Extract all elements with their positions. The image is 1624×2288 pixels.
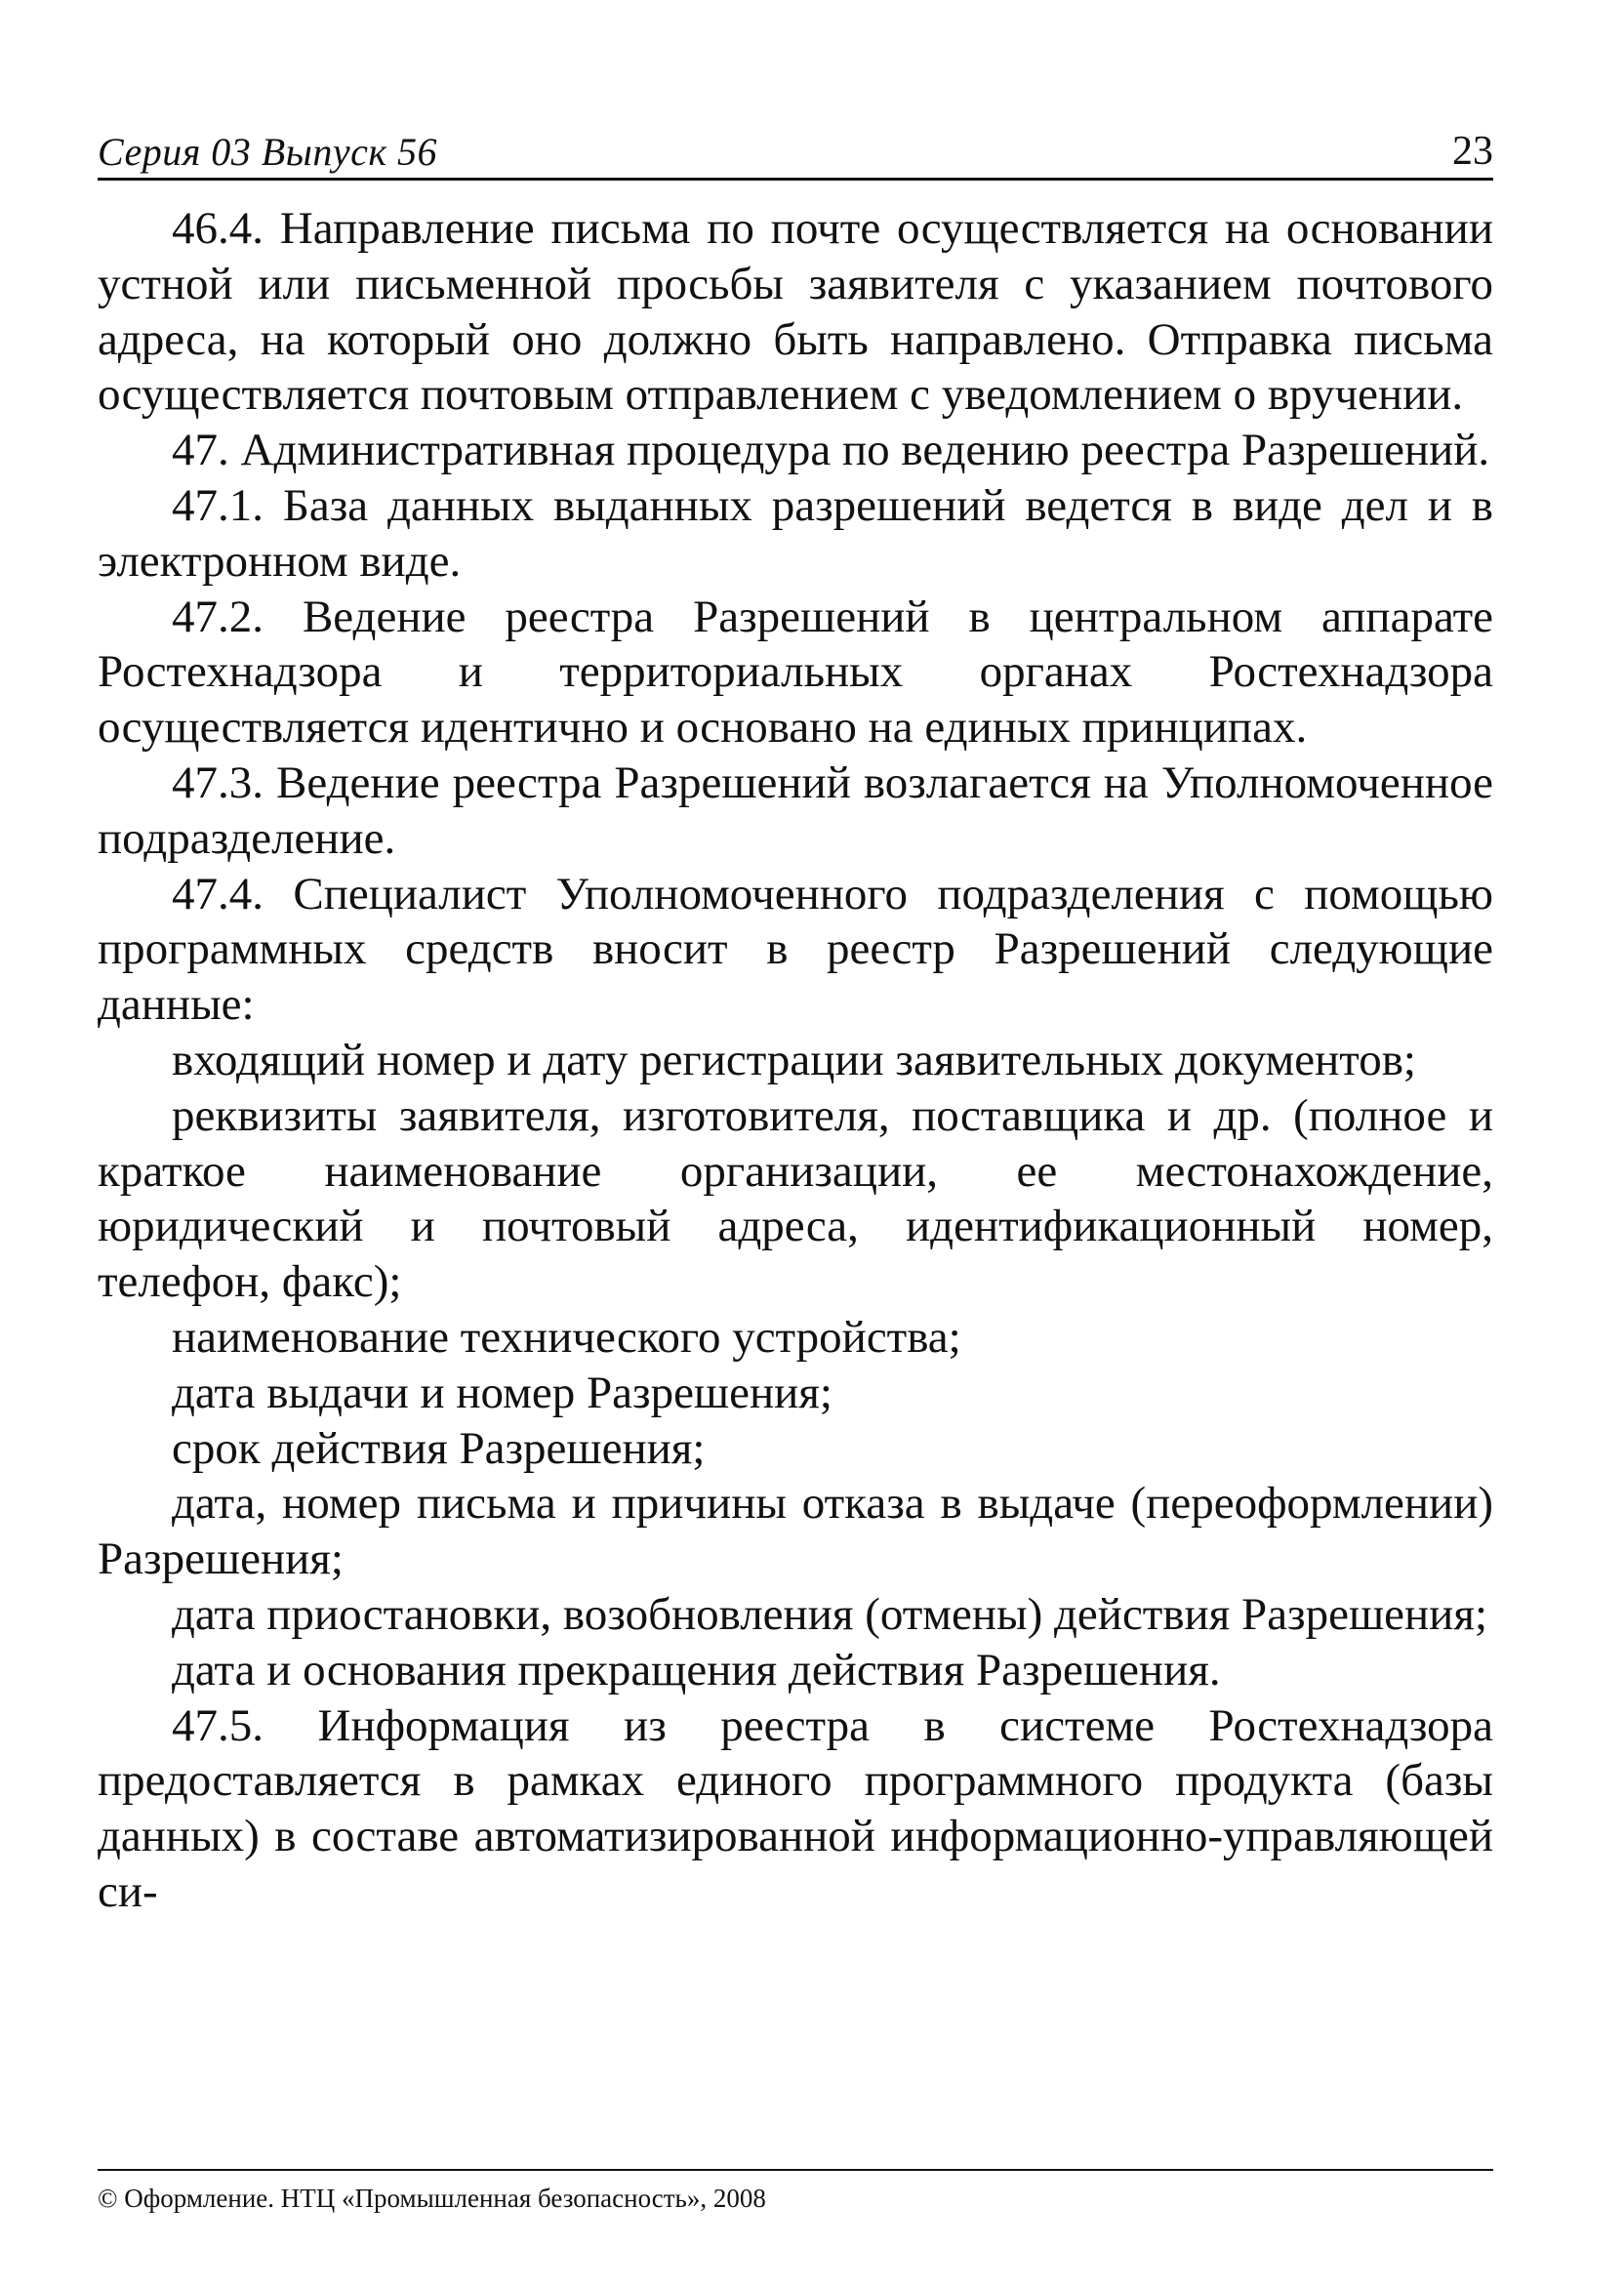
paragraph: 46.4. Направление письма по почте осуществляется на основании устной или письменной просьбы заявителя с указанием почтового адреса, на который оно должно быть направлено. Отправка письма осуществляется почтовым отправлением с уведомлением о вручении. bbox=[98, 203, 1493, 421]
paragraph: 47.1. База данных выданных разрешений ведется в виде дел и в электронном виде. bbox=[98, 479, 1493, 587]
list-item: дата и основания прекращения действия Разрешения. bbox=[172, 1644, 1221, 1696]
paragraph: 47.5. Информация из реестра в системе Ростехнадзора предоставляется в рамках единого программного продукта (базы данных) в составе автоматизированной информационно-управляющей си- bbox=[98, 1699, 1493, 1917]
footer-copyright: © Оформление. НТЦ «Промышленная безопасность», 2008 bbox=[98, 2184, 766, 2213]
series-title: Серия 03 Выпуск 56 bbox=[98, 130, 438, 174]
list-item: реквизиты заявителя, изготовителя, поставщика и др. (полное и краткое наименование организации, ее местонахождение, юридический и почтовый адреса, идентификационный номер, телефон, факс); bbox=[98, 1089, 1493, 1308]
paragraph: 47.2. Ведение реестра Разрешений в центральном аппарате Ростехнадзора и территориальных органах Ростехнадзора осуществляется идентично и основано на единых принципах. bbox=[98, 591, 1493, 754]
list-item: дата выдачи и номер Разрешения; bbox=[172, 1367, 832, 1418]
list-item: входящий номер и дату регистрации заявительных документов; bbox=[172, 1034, 1416, 1085]
footer-divider bbox=[98, 2169, 1493, 2171]
list-item: дата приостановки, возобновления (отмены) действия Разрешения; bbox=[172, 1588, 1488, 1640]
list-item: дата, номер письма и причины отказа в выдаче (переоформлении) Разрешения; bbox=[98, 1478, 1493, 1585]
page-number: 23 bbox=[1452, 129, 1493, 174]
list-item: срок действия Разрешения; bbox=[172, 1422, 706, 1474]
paragraph: 47. Административная процедура по ведению реестра Разрешений. bbox=[172, 425, 1490, 476]
paragraph: 47.3. Ведение реестра Разрешений возлагается на Уполномоченное подразделение. bbox=[98, 756, 1493, 864]
page-header bbox=[98, 127, 1493, 181]
paragraph: 47.4. Специалист Уполномоченного подразделения с помощью программных средств вносит в реестр Разрешений следующие данные: bbox=[98, 868, 1493, 1031]
body-text bbox=[98, 201, 1493, 1920]
list-item: наименование технического устройства; bbox=[172, 1311, 961, 1363]
